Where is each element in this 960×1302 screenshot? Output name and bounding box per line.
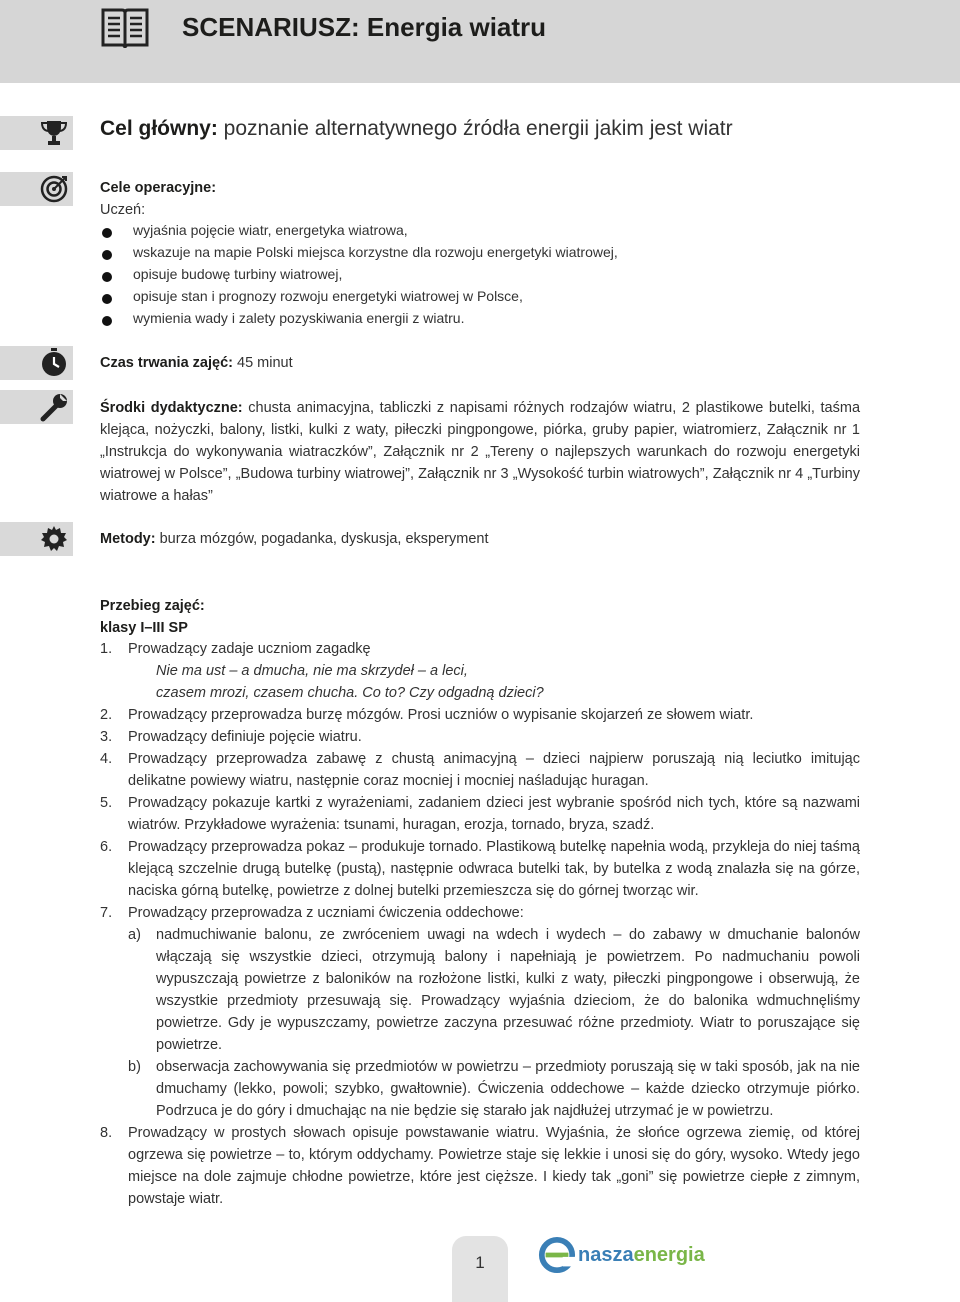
materials-text: chusta animacyjna, tabliczki z napisami różnych rodzajów wiatru, 2 plastikowe butelki, taśma klejąca, nożyczki, balony, listki, kulki z waty, piłeczki pingpongowe, piórka, gruby papier, wiatromierz, Załącznik nr 1 „Instrukcja do wykonywania wiatraczków”, Załącznik nr 2 „Tereny o najlepszych warunkach do rozwoju energetyki wiatrowej w Polsce”, „Budowa turbiny wiatrowej”, Załącznik nr 3 „Wysokość turbin wiatrowych”, Załącznik nr 4 „Turbiny wiatrowe a hałas” [100,400,861,504]
page-header [0,0,960,83]
methods-label: Metody: [100,531,156,547]
logo-text: naszaenergia [578,1244,705,1266]
step-item: 1. Prowadzący zadaje uczniom zagadkę [100,641,371,657]
materials-label: Środki dydaktyczne: [100,400,243,416]
clock-icon [38,347,70,379]
duration-label: Czas trwania zajęć: [100,355,233,371]
goal-label: Cel główny: [100,117,218,140]
duration [100,352,293,374]
step-item: 7. Prowadzący przeprowadza z uczniami ćwiczenia oddechowe: [100,905,524,921]
step-item: 3. Prowadzący definiuje pojęcie wiatru. [100,729,362,745]
step-item: 5. Prowadzący pokazuje kartki z wyrażeniami, zadaniem dzieci jest wybranie spośród nich tych, które są nazwami wiatrów. Przykładowe wyrażenia: tsunami, huragan, erozja, tornado, bryza, szadź. [100,795,860,833]
objectives-band [0,172,73,206]
page-number: 1 [475,1253,485,1272]
substep-item: b) obserwacja zachowywania się przedmiotów w powietrzu – przedmioty poruszają się w taki sposób, jak na nie dmuchamy (lekko, powoli; szybko, gwałtownie). Ćwiczenia oddechowe – każde dziecko otrzymuje piórko. Podrzuca je do góry i dmuchając na nie będzie się starało jak najdłużej utrzymać je w powietrzu. [128,1059,860,1119]
duration-text: 45 minut [232,355,293,371]
step-item: 2. Prowadzący przeprowadza burzę mózgów. Prosi uczniów o wypisanie skojarzeń ze słowem wiatr. [100,707,754,723]
target-icon [38,173,70,205]
bullet-icon [102,294,112,304]
materials [100,397,860,507]
page-number-box [452,1236,508,1302]
bullet-icon [102,272,112,282]
bullet-icon [102,250,112,260]
riddle-line: czasem mrozi, czasem chucha. Co to? Czy odgadną dzieci? [156,685,544,701]
duration-band [0,346,73,380]
bullet-icon [102,316,112,326]
logo [538,1234,705,1278]
methods-band [0,522,73,556]
objectives-intro: Uczeń: [100,202,146,218]
goal-band [0,116,73,150]
methods [100,528,488,550]
materials-band [0,390,73,424]
objectives-label [100,177,216,199]
course-label: Przebieg zajęć: [100,598,205,614]
substep-item: a) nadmuchiwanie balonu, ze zwróceniem uwagi na wdech i wydech – do zabawy w dmuchanie balonów włączają się wszystkie dzieci, otrzymują balony i napełniają je powietrzem. Po nadmuchaniu powoli wypuszczają powietrze z baloników na rozłożone listki, kulki z waty, piłeczki pingpongowe i obserwują, że wszystkie przedmioty przesuwają się. Prowadzący wyjaśnia dzieciom, że do balonika wdmuchnęliśmy powietrze. Gdy je wypuszczamy, powietrze zaczyna przesuwać różne przedmioty. Wiatr to poruszające się powietrze. [128,927,860,1053]
step-item: 4. Prowadzący przeprowadza zabawę z chustą animacyjną – dzieci najpierw poruszają nią leciutko imitując delikatne powiewy wiatru, następnie coraz mocniej i mocniej naśladując huragan. [100,751,860,789]
riddle-line: Nie ma ust – a dmucha, nie ma skrzydeł – a leci, [156,663,468,679]
bullet-icon [102,228,112,238]
wrench-icon [38,391,70,423]
logo-mark-icon [538,1236,576,1274]
course-classes: klasy I–III SP [100,620,188,636]
gear-icon [38,523,70,555]
step-item: 8. Prowadzący w prostych słowach opisuje powstawanie wiatru. Wyjaśnia, że słońce ogrzewa ziemię, od której ogrzewa się powietrze – to, którym oddychamy. Powietrze staje się lekkie i unosi się do góry, wysoko. Wtedy jego miejsce na dole zajmuje chłodne powietrze, które jest cięższe. I kiedy tak „goni” się powietrze ciepłe z zimnym, powstaje wiatr. [100,1125,860,1207]
step-item: 6. Prowadzący przeprowadza pokaz – produkuje tornado. Plastikową butelkę napełnia wodą, przykleja do niej taśmą klejącą szczelnie drugą butelkę (pustą), następnie odwraca butelki tak, by butelka z wodą znalazła się na górze, naciska górną butelkę, powietrze z dolnej butelki przemieszcza się do górnej tworząc wir. [100,839,860,899]
page-title: SCENARIUSZ: Energia wiatru [182,12,547,42]
methods-text: burza mózgów, pogadanka, dyskusja, eksperyment [155,531,489,547]
objectives-label-text: Cele operacyjne: [100,180,217,196]
trophy-icon [38,117,70,149]
book-icon [100,6,150,52]
main-goal [100,117,733,141]
goal-text: poznanie alternatywnego źródła energii jakim jest wiatr [217,117,733,140]
